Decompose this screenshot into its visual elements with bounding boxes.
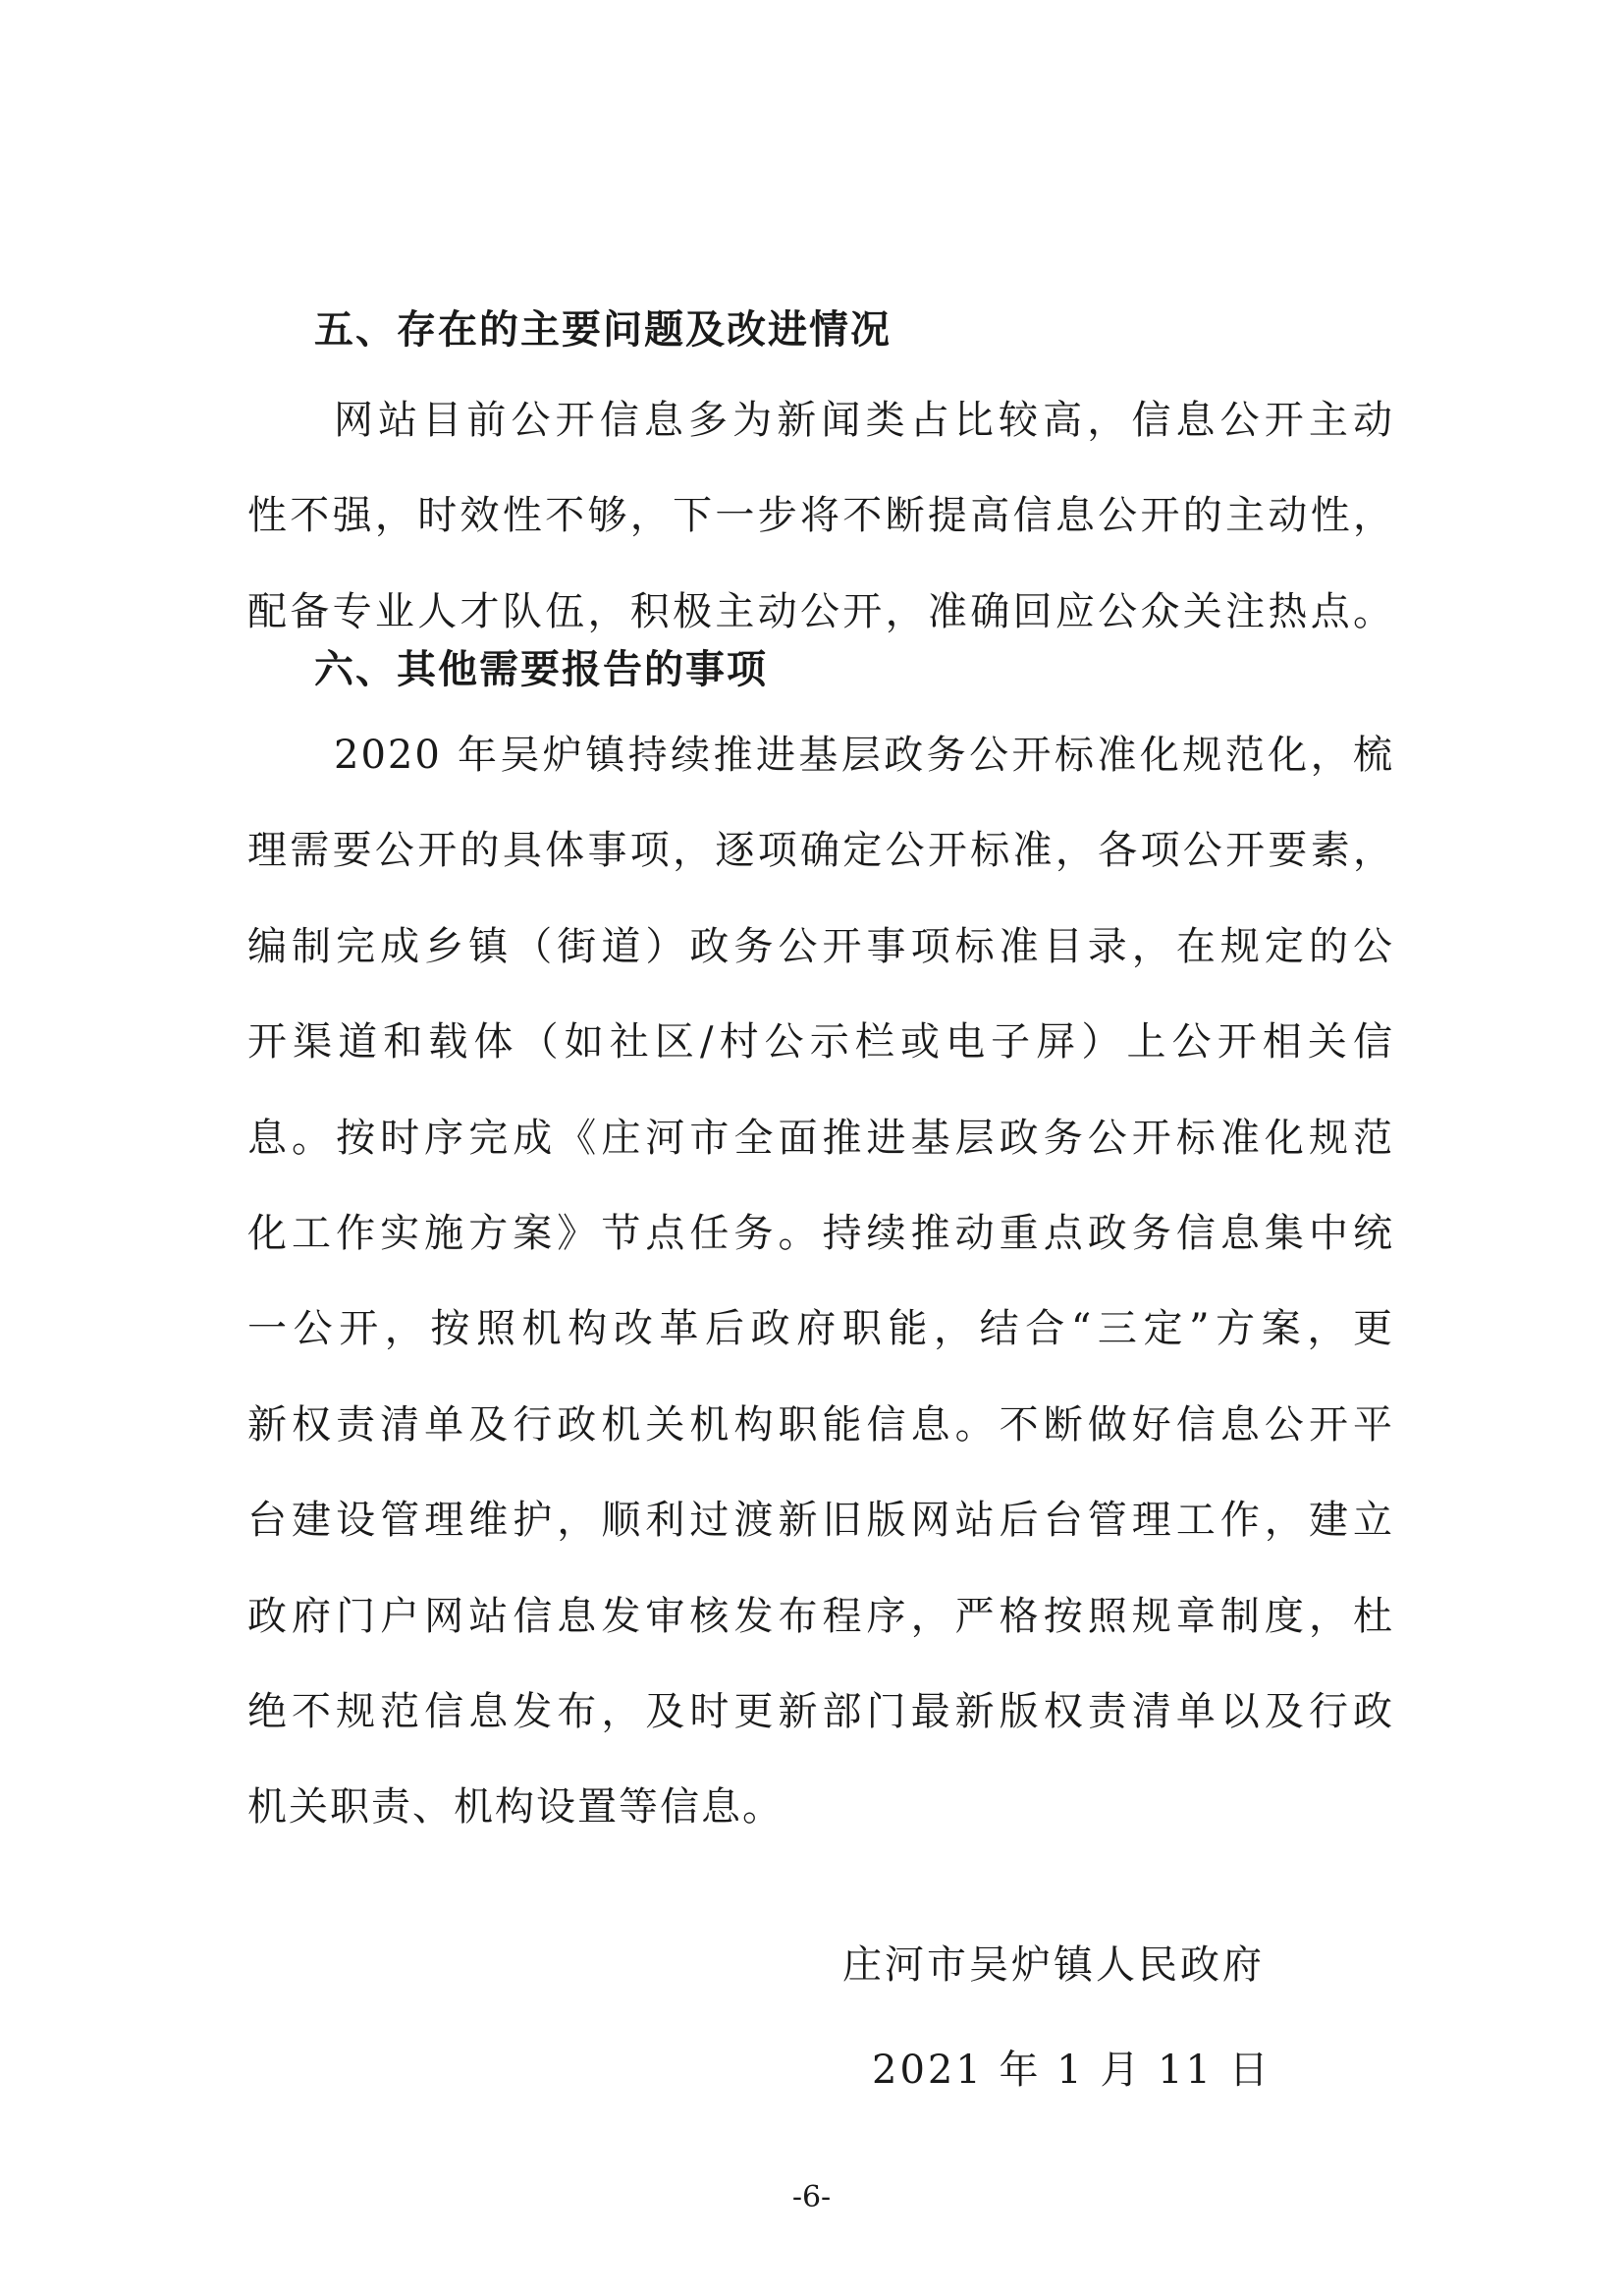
section-6-line-2: 理需要公开的具体事项，逐项确定公开标准，各项公开要素，	[247, 828, 1394, 874]
section-5-heading: 五、存在的主要问题及改进情况	[314, 307, 892, 353]
section-6-line-3: 编制完成乡镇（街道）政务公开事项标准目录，在规定的公	[247, 923, 1394, 969]
section-6-heading: 六、其他需要报告的事项	[314, 647, 768, 692]
section-6-line-5: 息。按时序完成《庄河市全面推进基层政务公开标准化规范	[247, 1115, 1394, 1161]
section-6-line-9: 台建设管理维护，顺利过渡新旧版网站后台管理工作，建立	[247, 1498, 1394, 1544]
page-number: -6-	[791, 2180, 832, 2214]
section-6-line-7: 一公开，按照机构改革后政府职能，结合“三定”方案，更	[247, 1306, 1394, 1352]
signature-date: 2021 年 1 月 11 日	[872, 2048, 1271, 2093]
signature-organization: 庄河市吴炉镇人民政府	[842, 1942, 1265, 1988]
section-6-line-12: 机关职责、机构设置等信息。	[247, 1784, 784, 1831]
section-5-body	[247, 373, 1394, 660]
section-6-line-6: 化工作实施方案》节点任务。持续推动重点政务信息集中统	[247, 1211, 1394, 1257]
section-6-line-10: 政府门户网站信息发审核发布程序，严格按照规章制度，杜	[247, 1593, 1394, 1639]
section-6-body	[247, 708, 1394, 1856]
section-5-line-2: 性不强，时效性不够，下一步将不断提高信息公开的主动性，	[247, 493, 1394, 539]
section-6-line-1: 2020 年吴炉镇持续推进基层政务公开标准化规范化，梳	[334, 733, 1394, 778]
section-5-line-1: 网站目前公开信息多为新闻类占比较高，信息公开主动	[334, 398, 1394, 443]
section-6-line-4: 开渠道和载体（如社区/村公示栏或电子屏）上公开相关信	[247, 1019, 1394, 1066]
section-6-line-8: 新权责清单及行政机关机构职能信息。不断做好信息公开平	[247, 1401, 1394, 1448]
section-6-line-11: 绝不规范信息发布，及时更新部门最新版权责清单以及行政	[247, 1689, 1394, 1735]
section-5-line-3: 配备专业人才队伍，积极主动公开，准确回应公众关注热点。	[247, 588, 1394, 634]
